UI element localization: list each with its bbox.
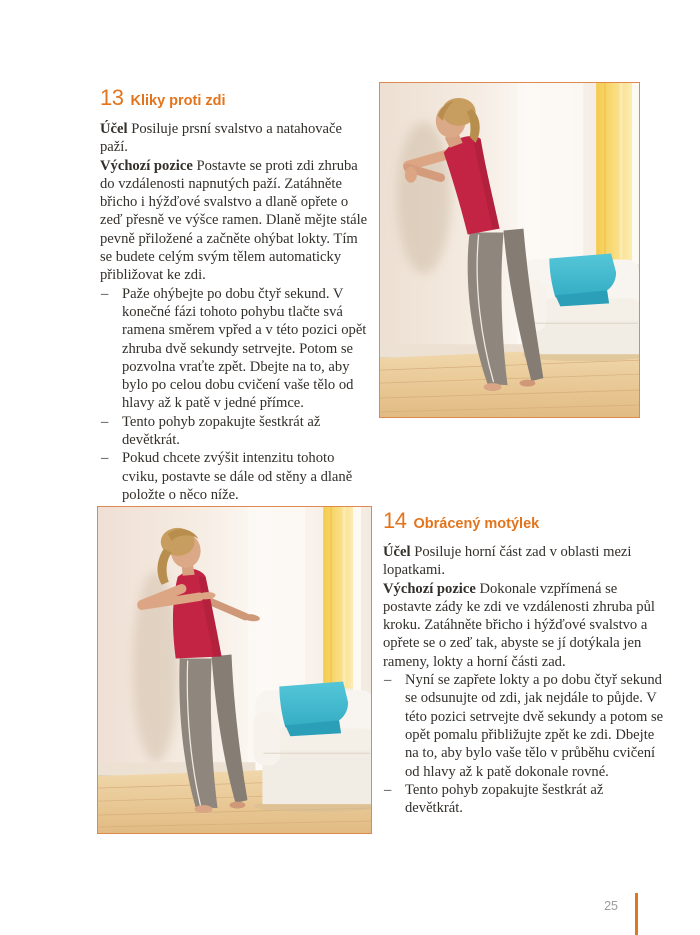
- exercise-14-photo-illustration: [98, 507, 371, 833]
- list-item-text: Tento pohyb zopakujte šestkrát až devětkrát.: [122, 413, 321, 449]
- position-text: Postavte se proti zdi zhruba do vzdálenosti napnutých paží. Zatáhněte břicho i hýžďové svalstvo a dlaně opřete o zeď přesně ve výšce ramen. Dlaně mějte stále pevně přiložené a začněte ohýbat lokty. Tím se budete celým svým tělem automaticky přibližovat ke zdi.: [100, 157, 368, 284]
- list-item-text: Pokud chcete zvýšit intenzitu tohoto cviku, postavte se dále od stěny a dlaně položte o něco níže.: [122, 450, 353, 503]
- purpose-paragraph: [100, 120, 373, 157]
- list-item-text: Paže ohýbejte po dobu čtyř sekund. V konečné fázi tohoto pohybu tlačte svá ramena směrem vpřed a v této pozici opět zhruba dvě sekundy setrvejte. Potom se pozvolna vraťte zpět. Dbejte na to, aby bylo po celou dobu cvičení vaše tělo od hlavy až k patě v jedné přímce.: [122, 285, 367, 412]
- exercise-13-section: [100, 85, 373, 504]
- foot: [230, 802, 246, 809]
- exercise-title: Obrácený motýlek: [413, 516, 540, 532]
- position-paragraph: [383, 580, 664, 671]
- list-item: [100, 413, 373, 450]
- purpose-paragraph: [383, 543, 664, 580]
- instruction-list: [383, 671, 664, 817]
- dash-marker: –: [384, 781, 392, 798]
- wall-shadow: [397, 122, 451, 274]
- foot: [519, 380, 535, 387]
- purpose-label: Účel: [100, 121, 128, 137]
- exercise-body: [100, 120, 373, 504]
- position-label: Výchozí pozice: [100, 157, 193, 174]
- list-item-text: Nyní se zapřete lokty a po dobu čtyř sekund se odsunujte od zdi, jak nejdále to půjde. V této pozici setrvejte dvě sekundy a potom se opět pomalu přibližujte zpět ke zdi. Dbejte na to, aby bylo vaše tělo v průběhu cvičení od hlavy až k patě dokonale rovné.: [405, 672, 664, 780]
- list-item-text: Tento pohyb zopakujte šestkrát až devětkrát.: [405, 781, 604, 817]
- curtain: [323, 507, 361, 692]
- foot: [195, 805, 213, 813]
- exercise-number: 14: [383, 508, 407, 533]
- dash-marker: –: [101, 450, 109, 467]
- list-item: [383, 781, 664, 818]
- exercise-13-photo-illustration: [380, 83, 639, 417]
- dash-marker: –: [384, 672, 392, 689]
- list-item: [383, 671, 664, 781]
- position-paragraph: [100, 157, 373, 285]
- instruction-list: [100, 285, 373, 505]
- exercise-13-heading: [100, 85, 373, 111]
- position-text: Dokonale vzpřímená se postavte zády ke zdi ve vzdálenosti zhruba půl kroku. Zatáhněte břicho i hýžďové svalstvo a opřete se o zeď tak, abyste se jí dotýkala jen rameny, lokty a horní části zad.: [383, 580, 655, 670]
- page-edge-bar: [635, 893, 638, 935]
- list-item: [100, 285, 373, 413]
- curtain: [596, 83, 639, 264]
- page-number: 25: [604, 899, 618, 913]
- exercise-title: Kliky proti zdi: [130, 93, 226, 109]
- exercise-14-section: [383, 508, 664, 817]
- teal-blanket: [549, 253, 616, 306]
- exercise-14-heading: [383, 508, 664, 534]
- teal-blanket: [279, 681, 348, 736]
- exercise-body: [383, 543, 664, 817]
- purpose-label: Účel: [383, 544, 411, 560]
- dash-marker: –: [101, 413, 109, 430]
- exercise-13-photo: [379, 82, 640, 418]
- foot: [484, 383, 502, 391]
- purpose-text: Posiluje horní část zad v oblasti mezi lopatkami.: [383, 544, 632, 579]
- dash-marker: –: [101, 285, 109, 302]
- position-label: Výchozí pozice: [383, 580, 476, 597]
- exercise-number: 13: [100, 85, 124, 110]
- exercise-14-photo: [97, 506, 372, 834]
- list-item: [100, 449, 373, 504]
- purpose-text: Posiluje prsní svalstvo a natahovače paží.: [100, 121, 342, 156]
